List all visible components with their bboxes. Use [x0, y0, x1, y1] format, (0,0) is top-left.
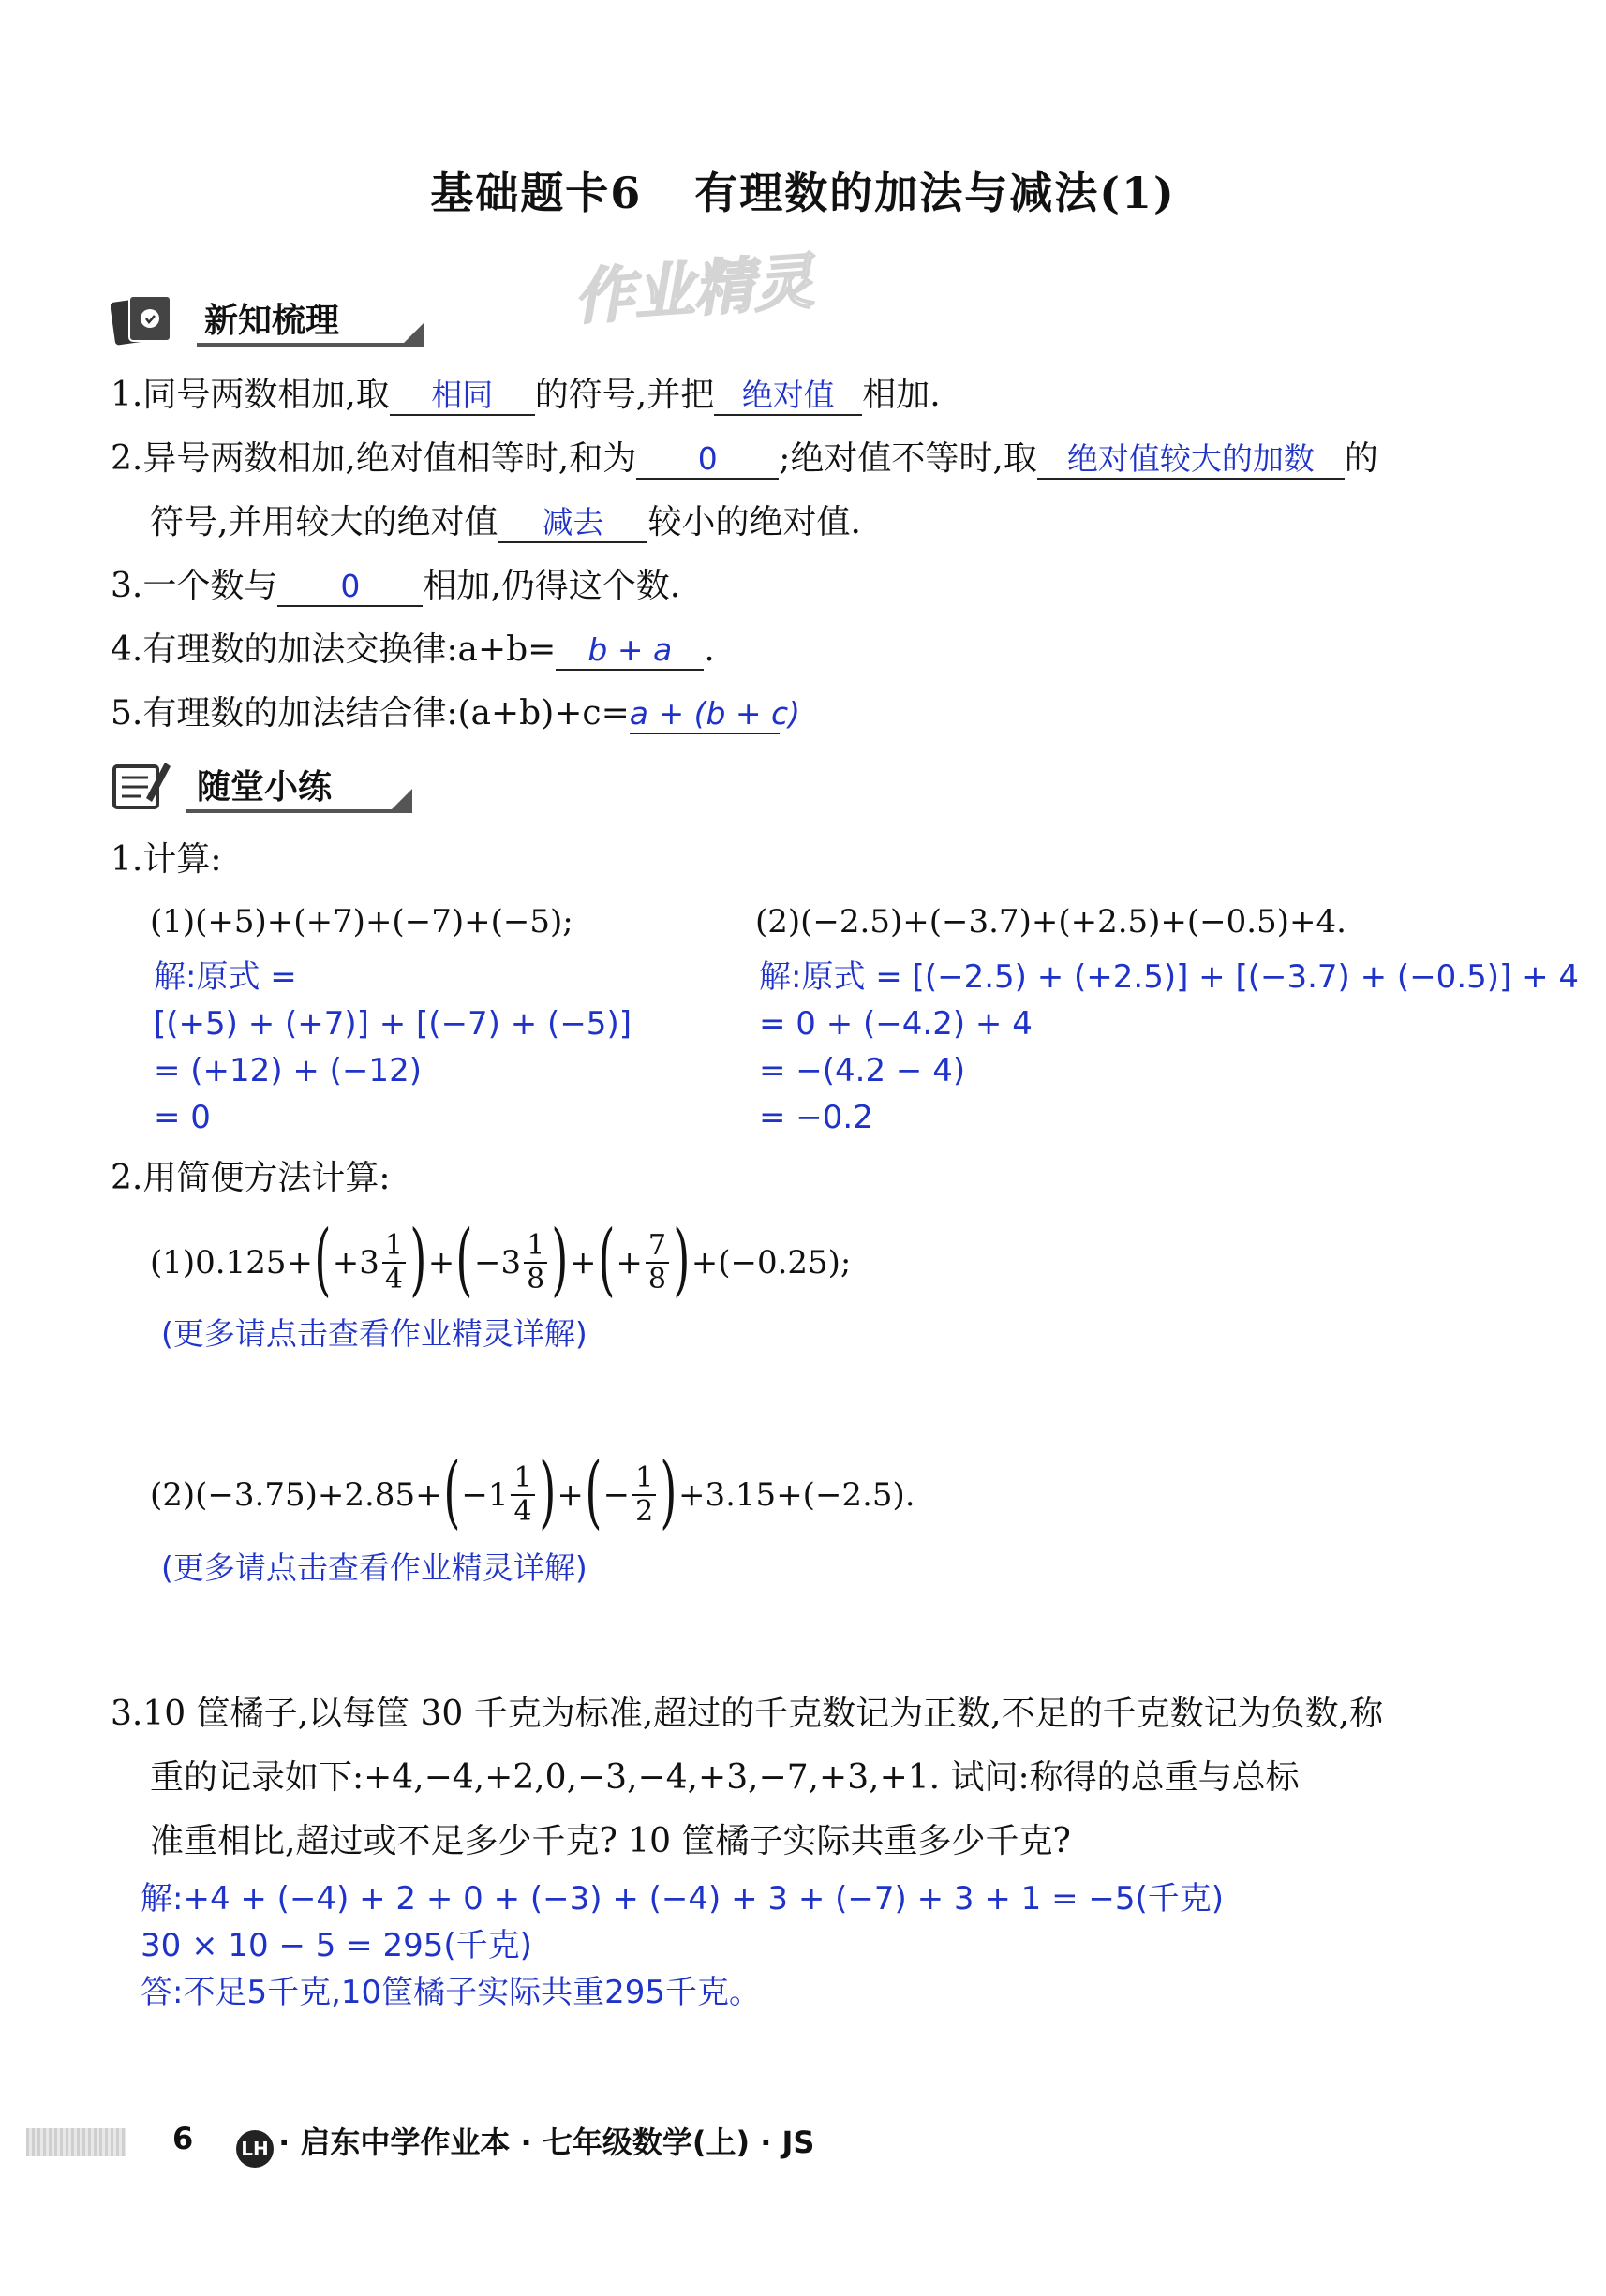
footer-book-title: · 启东中学作业本 · 七年级数学(上) · JS: [278, 2125, 815, 2160]
watermark: 作业精灵: [572, 247, 816, 333]
answer-1-1: 解:原式 = [(+5) + (+7)] + [(−7) + (−5)] = (+12) + (−12) = 0: [154, 958, 632, 1136]
footer-bar: [26, 2128, 126, 2156]
question-1-part-1: (1)(+5)+(+7)+(−7)+(−5);: [150, 903, 573, 941]
answer-blank: 绝对值: [714, 377, 862, 416]
answer-blank: 相同: [390, 377, 535, 416]
answer-blank: a + (b + c): [630, 695, 780, 734]
cards-icon: [111, 290, 186, 348]
answer-1-2: 解:原式 = [(−2.5) + (+2.5)] + [(−3.7) + (−0.5)] + 4 = 0 + (−4.2) + 4 = −(4.2 − 4) = −0.2: [759, 958, 1580, 1136]
more-details-link-2[interactable]: (更多请点击查看作业精灵详解): [161, 1549, 587, 1586]
question-3: 3.10 筐橘子,以每筐 30 千克为标准,超过的千克数记为正数,不足的千克数记为负数,称 重的记录如下:+4,−4,+2,0,−3,−4,+3,−7,+3,+1. 试问:称得的总重与总标 准重相比,超过或不足多少千克? 10 筐橘子实际共重多少千克?: [111, 1695, 1384, 1860]
fraction: $\frac{1}{8}$: [524, 1230, 547, 1296]
answer-blank: 绝对值较大的加数: [1037, 440, 1345, 480]
question-2-part-1: (1)0.125+ ( +3 $\frac{1}{4}$ ) + ( −3 $\frac{1}{8}$ ) + ( + $\frac{7}{8}$ ) +(−0.25);: [150, 1213, 852, 1305]
answer-blank: b + a: [556, 631, 704, 671]
more-details-link-1[interactable]: (更多请点击查看作业精灵详解): [161, 1315, 587, 1352]
fraction: $\frac{1}{4}$: [382, 1230, 406, 1296]
knowledge-item-3: 3.一个数与 0 相加,仍得这个数.: [111, 567, 681, 605]
question-1-label: 1.计算:: [111, 840, 222, 879]
section-heading-practice: [111, 757, 412, 813]
fraction: $\frac{1}{4}$: [511, 1462, 534, 1528]
knowledge-item-2: 2.异号两数相加,绝对值相等时,和为 0 ;绝对值不等时,取 绝对值较大的加数 的: [111, 439, 1378, 478]
page-title: 基础题卡6 有理数的加法与减法(1): [430, 168, 1176, 218]
publisher-logo: LH: [236, 2130, 274, 2168]
knowledge-item-1: 1.同号两数相加,取 相同 的符号,并把 绝对值 相加.: [111, 376, 941, 414]
section-heading-label: 随堂小练: [197, 768, 333, 807]
fraction: $\frac{1}{2}$: [632, 1462, 656, 1528]
answer-3: 解:+4 + (−4) + 2 + 0 + (−3) + (−4) + 3 + (−7) + 3 + 1 = −5(千克) 30 × 10 − 5 = 295(千克) 答:不足5千克,10筐橘子实际共重295千克。: [141, 1880, 1225, 2011]
answer-blank: 减去: [498, 504, 647, 543]
question-1-part-2: (2)(−2.5)+(−3.7)+(+2.5)+(−0.5)+4.: [755, 903, 1346, 941]
answer-blank: 0: [277, 568, 423, 607]
section-heading-label: 新知梳理: [204, 302, 340, 340]
knowledge-item-2-cont: 符号,并用较大的绝对值 减去 较小的绝对值.: [150, 503, 861, 541]
section-heading-new-knowledge: [111, 290, 424, 347]
question-2-part-2: (2)(−3.75)+2.85+ ( −1 $\frac{1}{4}$ ) + ( − $\frac{1}{2}$ ) +3.15+(−2.5).: [150, 1445, 915, 1537]
fraction: $\frac{7}{8}$: [646, 1230, 669, 1296]
question-2-label: 2.用简便方法计算:: [111, 1159, 391, 1197]
answer-blank: 0: [636, 440, 779, 480]
footer: [236, 2119, 814, 2168]
knowledge-item-4: 4.有理数的加法交换律:a+b= b + a .: [111, 630, 715, 669]
page-number: 6: [172, 2121, 194, 2156]
knowledge-item-5: 5.有理数的加法结合律:(a+b)+c=a + (b + c): [111, 694, 801, 733]
notebook-pen-icon: [111, 757, 176, 813]
